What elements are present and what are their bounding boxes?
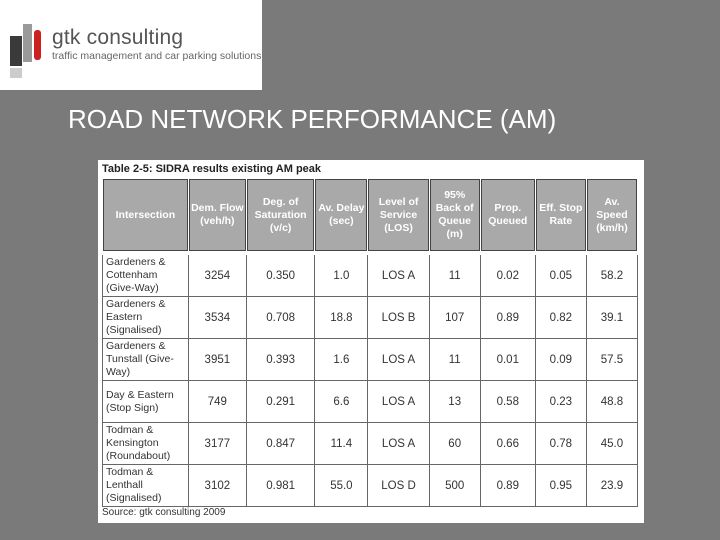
cell-stop: 0.09 bbox=[535, 339, 586, 381]
cell-stop: 0.82 bbox=[535, 297, 586, 339]
cell-intersection: Gardeners & Eastern (Signalised) bbox=[103, 297, 189, 339]
cell-delay: 55.0 bbox=[315, 465, 368, 507]
col-header-intersection: Intersection bbox=[103, 179, 189, 254]
cell-prop: 0.02 bbox=[480, 253, 535, 297]
col-header-speed: Av. Speed (km/h) bbox=[586, 179, 637, 254]
cell-queue: 107 bbox=[429, 297, 480, 339]
col-header-queue: 95% Back of Queue (m) bbox=[429, 179, 480, 254]
cell-los: LOS B bbox=[368, 297, 429, 339]
cell-speed: 57.5 bbox=[586, 339, 637, 381]
table-source-note: Source: gtk consulting 2009 bbox=[102, 507, 226, 518]
cell-los: LOS A bbox=[368, 253, 429, 297]
cell-intersection: Todman & Kensington (Roundabout) bbox=[103, 423, 189, 465]
col-header-stop: Eff. Stop Rate bbox=[535, 179, 586, 254]
cell-flow: 3534 bbox=[188, 297, 246, 339]
logo-name: gtk consulting bbox=[52, 26, 184, 49]
cell-los: LOS A bbox=[368, 381, 429, 423]
cell-queue: 11 bbox=[429, 339, 480, 381]
cell-saturation: 0.350 bbox=[246, 253, 314, 297]
cell-queue: 11 bbox=[429, 253, 480, 297]
cell-stop: 0.78 bbox=[535, 423, 586, 465]
cell-delay: 1.6 bbox=[315, 339, 368, 381]
table-row bbox=[103, 297, 638, 339]
cell-speed: 39.1 bbox=[586, 297, 637, 339]
cell-prop: 0.01 bbox=[480, 339, 535, 381]
cell-stop: 0.23 bbox=[535, 381, 586, 423]
cell-delay: 18.8 bbox=[315, 297, 368, 339]
cell-saturation: 0.847 bbox=[246, 423, 314, 465]
cell-flow: 3102 bbox=[188, 465, 246, 507]
cell-speed: 58.2 bbox=[586, 253, 637, 297]
logo-mark-icon bbox=[0, 0, 48, 90]
cell-speed: 23.9 bbox=[586, 465, 637, 507]
table-row bbox=[103, 339, 638, 381]
cell-saturation: 0.708 bbox=[246, 297, 314, 339]
table-row bbox=[103, 253, 638, 297]
logo-block-mid bbox=[23, 24, 32, 62]
sidra-results-table bbox=[102, 178, 638, 507]
cell-los: LOS A bbox=[368, 339, 429, 381]
cell-queue: 60 bbox=[429, 423, 480, 465]
company-logo bbox=[0, 0, 262, 90]
cell-queue: 500 bbox=[429, 465, 480, 507]
logo-block-dark bbox=[10, 36, 22, 66]
cell-prop: 0.89 bbox=[480, 297, 535, 339]
cell-saturation: 0.981 bbox=[246, 465, 314, 507]
cell-speed: 48.8 bbox=[586, 381, 637, 423]
cell-prop: 0.89 bbox=[480, 465, 535, 507]
cell-flow: 3951 bbox=[188, 339, 246, 381]
logo-block-accent bbox=[34, 30, 41, 60]
cell-stop: 0.95 bbox=[535, 465, 586, 507]
cell-delay: 1.0 bbox=[315, 253, 368, 297]
cell-flow: 3177 bbox=[188, 423, 246, 465]
cell-delay: 11.4 bbox=[315, 423, 368, 465]
cell-flow: 749 bbox=[188, 381, 246, 423]
table-row bbox=[103, 465, 638, 507]
logo-tagline: traffic management and car parking solutions bbox=[52, 50, 262, 62]
table-caption: Table 2-5: SIDRA results existing AM peak bbox=[102, 163, 322, 175]
col-header-prop: Prop. Queued bbox=[480, 179, 535, 254]
cell-delay: 6.6 bbox=[315, 381, 368, 423]
cell-los: LOS A bbox=[368, 423, 429, 465]
slide-title: ROAD NETWORK PERFORMANCE (AM) bbox=[68, 104, 557, 134]
cell-intersection: Todman & Lenthall (Signalised) bbox=[103, 465, 189, 507]
table-header-row bbox=[103, 179, 638, 254]
col-header-flow: Dem. Flow (veh/h) bbox=[188, 179, 246, 254]
table-row bbox=[103, 381, 638, 423]
col-header-los: Level of Service (LOS) bbox=[368, 179, 429, 254]
cell-stop: 0.05 bbox=[535, 253, 586, 297]
col-header-saturation: Deg. of Saturation (v/c) bbox=[246, 179, 314, 254]
cell-intersection: Day & Eastern (Stop Sign) bbox=[103, 381, 189, 423]
cell-flow: 3254 bbox=[188, 253, 246, 297]
table-row bbox=[103, 423, 638, 465]
cell-prop: 0.58 bbox=[480, 381, 535, 423]
cell-speed: 45.0 bbox=[586, 423, 637, 465]
logo-block-light bbox=[10, 68, 22, 78]
cell-saturation: 0.291 bbox=[246, 381, 314, 423]
cell-queue: 13 bbox=[429, 381, 480, 423]
cell-los: LOS D bbox=[368, 465, 429, 507]
cell-saturation: 0.393 bbox=[246, 339, 314, 381]
sidra-table-panel bbox=[98, 160, 644, 523]
cell-intersection: Gardeners & Tunstall (Give-Way) bbox=[103, 339, 189, 381]
cell-prop: 0.66 bbox=[480, 423, 535, 465]
cell-intersection: Gardeners & Cottenham (Give-Way) bbox=[103, 253, 189, 297]
col-header-delay: Av. Delay (sec) bbox=[315, 179, 368, 254]
